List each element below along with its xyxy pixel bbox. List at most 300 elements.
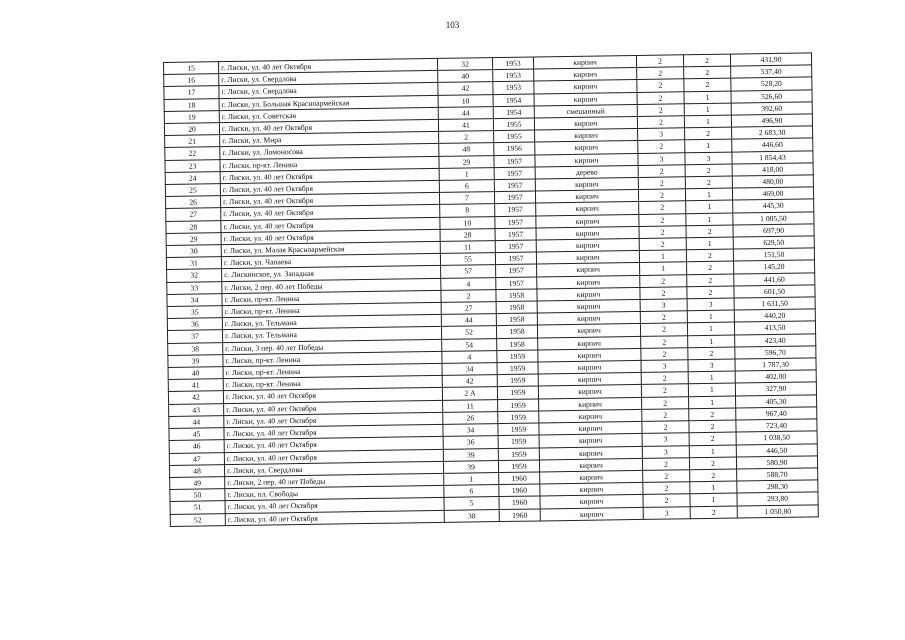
floors-cell: 1 bbox=[640, 262, 687, 275]
area-cell: 145,20 bbox=[734, 260, 815, 273]
floors-cell: 2 bbox=[642, 396, 689, 409]
year-built-cell: 1959 bbox=[498, 447, 539, 460]
entrances-cell: 3 bbox=[688, 359, 735, 372]
entrances-cell: 2 bbox=[688, 347, 735, 360]
house-number-cell: 11 bbox=[440, 241, 495, 254]
house-number-cell: 54 bbox=[442, 338, 497, 351]
floors-cell: 2 bbox=[641, 372, 688, 385]
floors-cell: 3 bbox=[643, 506, 690, 519]
area-cell: 2 683,30 bbox=[732, 126, 813, 139]
area-cell: 1 854,43 bbox=[732, 150, 813, 163]
area-cell: 601,50 bbox=[734, 285, 815, 298]
house-number-cell: 52 bbox=[441, 326, 496, 339]
year-built-cell: 1959 bbox=[497, 386, 538, 399]
row-number-cell: 20 bbox=[164, 123, 219, 136]
year-built-cell: 1955 bbox=[493, 118, 534, 131]
address-cell: г. Лиски, пр-кт. Ленина bbox=[222, 290, 441, 305]
area-cell: 1 050,80 bbox=[737, 504, 818, 517]
entrances-cell: 1 bbox=[686, 213, 733, 226]
year-built-cell: 1955 bbox=[494, 130, 535, 143]
wall-material-cell: дерево bbox=[535, 165, 638, 179]
year-built-cell: 1960 bbox=[499, 496, 540, 509]
year-built-cell: 1958 bbox=[496, 289, 537, 302]
wall-material-cell: смешанный bbox=[534, 104, 637, 118]
wall-material-cell: кирпич bbox=[539, 434, 642, 448]
address-cell: г. Лиски, ул. 40 лет Октября bbox=[224, 412, 443, 427]
row-number-cell: 48 bbox=[169, 464, 224, 477]
address-cell: г. Лиски, пр-кт. Ленина bbox=[223, 376, 442, 391]
housing-registry-table bbox=[163, 52, 819, 526]
address-cell: г. Лиски, ул. Тельмана bbox=[222, 315, 441, 330]
wall-material-cell: кирпич bbox=[539, 397, 642, 411]
row-number-cell: 31 bbox=[166, 257, 221, 270]
house-number-cell: 34 bbox=[443, 424, 498, 437]
wall-material-cell: кирпич bbox=[535, 177, 638, 191]
entrances-cell: 2 bbox=[685, 176, 732, 189]
address-cell: г. Лиски, ул. 40 лет Октября bbox=[219, 119, 438, 134]
house-number-cell: 26 bbox=[443, 411, 498, 424]
entrances-cell: 1 bbox=[684, 115, 731, 128]
row-number-cell: 34 bbox=[167, 294, 222, 307]
entrances-cell: 1 bbox=[690, 493, 737, 506]
house-number-cell: 57 bbox=[441, 265, 496, 278]
area-cell: 596,70 bbox=[735, 346, 816, 359]
area-cell: 293,80 bbox=[737, 492, 818, 505]
entrances-cell: 1 bbox=[686, 237, 733, 250]
entrances-cell: 2 bbox=[684, 78, 731, 91]
area-cell: 446,60 bbox=[732, 138, 813, 151]
house-number-cell: 2 А bbox=[442, 387, 497, 400]
floors-cell: 2 bbox=[643, 482, 690, 495]
year-built-cell: 1959 bbox=[498, 423, 539, 436]
wall-material-cell: кирпич bbox=[537, 263, 640, 277]
house-number-cell: 36 bbox=[443, 436, 498, 449]
area-cell: 327,90 bbox=[735, 382, 816, 395]
row-number-cell: 33 bbox=[167, 281, 222, 294]
wall-material-cell: кирпич bbox=[538, 361, 641, 375]
house-number-cell: 42 bbox=[438, 82, 493, 95]
year-built-cell: 1957 bbox=[494, 155, 535, 168]
area-cell: 537,40 bbox=[731, 65, 812, 78]
floors-cell: 3 bbox=[638, 152, 685, 165]
entrances-cell: 1 bbox=[690, 481, 737, 494]
house-number-cell: 6 bbox=[444, 485, 499, 498]
floors-cell: 2 bbox=[639, 226, 686, 239]
row-number-cell: 41 bbox=[168, 379, 223, 392]
area-cell: 480,00 bbox=[732, 175, 813, 188]
house-number-cell: 32 bbox=[437, 58, 492, 71]
year-built-cell: 1959 bbox=[497, 362, 538, 375]
year-built-cell: 1959 bbox=[498, 399, 539, 412]
row-number-cell: 29 bbox=[166, 233, 221, 246]
row-number-cell: 24 bbox=[165, 171, 220, 184]
row-number-cell: 28 bbox=[166, 220, 221, 233]
page-number: 103 bbox=[445, 20, 460, 30]
area-cell: 496,90 bbox=[731, 114, 812, 127]
wall-material-cell: кирпич bbox=[539, 458, 642, 472]
wall-material-cell: кирпич bbox=[537, 300, 640, 314]
area-cell: 431,90 bbox=[730, 53, 811, 66]
house-number-cell: 11 bbox=[443, 399, 498, 412]
house-number-cell: 6 bbox=[439, 180, 494, 193]
area-cell: 697,90 bbox=[733, 224, 814, 237]
row-number-cell: 50 bbox=[170, 489, 225, 502]
wall-material-cell: кирпич bbox=[539, 422, 642, 436]
house-number-cell: 2 bbox=[439, 131, 494, 144]
entrances-cell: 1 bbox=[684, 91, 731, 104]
area-cell: 440,20 bbox=[734, 309, 815, 322]
area-cell: 967,40 bbox=[736, 407, 817, 420]
wall-material-cell: кирпич bbox=[536, 226, 639, 240]
entrances-cell: 2 bbox=[684, 66, 731, 79]
area-cell: 446,50 bbox=[736, 443, 817, 456]
entrances-cell: 1 bbox=[688, 384, 735, 397]
row-number-cell: 16 bbox=[164, 74, 219, 87]
address-cell: г. Лиски, ул. 40 лет Октября bbox=[225, 498, 444, 513]
floors-cell: 2 bbox=[640, 274, 687, 287]
address-cell: г. Лиски, пр-кт. Ленина bbox=[222, 302, 441, 317]
floors-cell: 2 bbox=[643, 470, 690, 483]
row-number-cell: 39 bbox=[168, 355, 223, 368]
address-cell: г. Лиски, 3 пер. 40 лет Победы bbox=[223, 339, 442, 354]
address-cell: г. Лиски, ул. 40 лет Октября bbox=[219, 58, 438, 73]
area-cell: 526,60 bbox=[731, 89, 812, 102]
wall-material-cell: кирпич bbox=[534, 80, 637, 94]
wall-material-cell: кирпич bbox=[538, 373, 641, 387]
year-built-cell: 1953 bbox=[493, 81, 534, 94]
year-built-cell: 1954 bbox=[493, 94, 534, 107]
year-built-cell: 1957 bbox=[496, 277, 537, 290]
wall-material-cell: кирпич bbox=[537, 287, 640, 301]
year-built-cell: 1957 bbox=[495, 228, 536, 241]
address-cell: г. Лиски, ул. 40 лет Октября bbox=[224, 400, 443, 415]
floors-cell: 2 bbox=[639, 238, 686, 251]
address-cell: г. Лиски, ул. 40 лет Октября bbox=[224, 449, 443, 464]
house-number-cell: 10 bbox=[440, 216, 495, 229]
entrances-cell: 1 bbox=[688, 335, 735, 348]
floors-cell: 2 bbox=[637, 104, 684, 117]
wall-material-cell: кирпич bbox=[535, 129, 638, 143]
wall-material-cell: кирпич bbox=[538, 348, 641, 362]
floors-cell: 2 bbox=[637, 67, 684, 80]
area-cell: 423,40 bbox=[735, 334, 816, 347]
house-number-cell: 7 bbox=[439, 192, 494, 205]
year-built-cell: 1953 bbox=[492, 57, 533, 70]
floors-cell: 2 bbox=[639, 201, 686, 214]
area-cell: 1 005,50 bbox=[733, 212, 814, 225]
year-built-cell: 1957 bbox=[494, 167, 535, 180]
entrances-cell: 2 bbox=[690, 469, 737, 482]
address-cell: г. Лиски, ул. Свердлова bbox=[224, 461, 443, 476]
row-number-cell: 21 bbox=[165, 135, 220, 148]
house-number-cell: 27 bbox=[441, 302, 496, 315]
year-built-cell: 1959 bbox=[497, 374, 538, 387]
house-number-cell: 2 bbox=[441, 289, 496, 302]
wall-material-cell: кирпич bbox=[539, 409, 642, 423]
wall-material-cell: кирпич bbox=[535, 190, 638, 204]
house-number-cell: 41 bbox=[438, 119, 493, 132]
row-number-cell: 45 bbox=[169, 428, 224, 441]
row-number-cell: 17 bbox=[164, 86, 219, 99]
wall-material-cell: кирпич bbox=[534, 92, 637, 106]
row-number-cell: 32 bbox=[167, 269, 222, 282]
area-cell: 413,50 bbox=[734, 321, 815, 334]
house-number-cell: 44 bbox=[438, 106, 493, 119]
row-number-cell: 26 bbox=[165, 196, 220, 209]
entrances-cell: 2 bbox=[689, 432, 736, 445]
year-built-cell: 1957 bbox=[494, 191, 535, 204]
house-number-cell: 48 bbox=[439, 143, 494, 156]
address-cell: с. Лискинское, ул. Западная bbox=[222, 266, 441, 281]
house-number-cell: 8 bbox=[440, 204, 495, 217]
year-built-cell: 1953 bbox=[493, 69, 534, 82]
entrances-cell: 2 bbox=[686, 225, 733, 238]
row-number-cell: 25 bbox=[165, 184, 220, 197]
wall-material-cell: кирпич bbox=[537, 312, 640, 326]
entrances-cell: 2 bbox=[687, 274, 734, 287]
wall-material-cell: кирпич bbox=[536, 202, 639, 216]
entrances-cell: 1 bbox=[689, 396, 736, 409]
address-cell: г. Лиски, ул. Советская bbox=[219, 107, 438, 122]
address-cell: г. Лиски, ул. 40 лет Октября bbox=[220, 180, 439, 195]
address-cell: г. Лиски, ул. Ломоносова bbox=[220, 144, 439, 159]
wall-material-cell: кирпич bbox=[540, 507, 643, 521]
row-number-cell: 22 bbox=[165, 147, 220, 160]
wall-material-cell: кирпич bbox=[535, 141, 638, 155]
address-cell: г. Лиски, 2 пер. 40 лет Победы bbox=[222, 278, 441, 293]
wall-material-cell: кирпич bbox=[536, 239, 639, 253]
floors-cell: 2 bbox=[636, 55, 683, 68]
house-number-cell: 4 bbox=[442, 350, 497, 363]
house-number-cell: 10 bbox=[438, 94, 493, 107]
entrances-cell: 3 bbox=[687, 298, 734, 311]
address-cell: г. Лиски, ул. Чапаева bbox=[221, 254, 440, 269]
floors-cell: 2 bbox=[642, 409, 689, 422]
entrances-cell: 2 bbox=[685, 127, 732, 140]
row-number-cell: 15 bbox=[164, 62, 219, 75]
house-number-cell: 29 bbox=[439, 155, 494, 168]
house-number-cell: 5 bbox=[444, 497, 499, 510]
address-cell: г. Лиски, ул. Большая Красноармейская bbox=[219, 95, 438, 110]
area-cell: 441,60 bbox=[734, 273, 815, 286]
wall-material-cell: кирпич bbox=[540, 483, 643, 497]
wall-material-cell: кирпич bbox=[537, 275, 640, 289]
document-sheet bbox=[163, 52, 819, 526]
year-built-cell: 1960 bbox=[499, 484, 540, 497]
address-cell: г. Лиски, ул. 40 лет Октября bbox=[225, 510, 444, 525]
floors-cell: 2 bbox=[643, 494, 690, 507]
floors-cell: 3 bbox=[642, 433, 689, 446]
entrances-cell: 3 bbox=[685, 152, 732, 165]
row-number-cell: 42 bbox=[168, 391, 223, 404]
house-number-cell: 39 bbox=[443, 460, 498, 473]
area-cell: 469,00 bbox=[732, 187, 813, 200]
year-built-cell: 1958 bbox=[497, 338, 538, 351]
wall-material-cell: кирпич bbox=[539, 446, 642, 460]
year-built-cell: 1958 bbox=[496, 313, 537, 326]
floors-cell: 2 bbox=[638, 165, 685, 178]
row-number-cell: 38 bbox=[168, 342, 223, 355]
address-cell: г. Лиски, ул. 40 лет Октября bbox=[221, 217, 440, 232]
row-number-cell: 19 bbox=[164, 110, 219, 123]
year-built-cell: 1956 bbox=[494, 142, 535, 155]
house-number-cell: 4 bbox=[441, 277, 496, 290]
row-number-cell: 43 bbox=[169, 403, 224, 416]
floors-cell: 2 bbox=[639, 213, 686, 226]
year-built-cell: 1959 bbox=[498, 435, 539, 448]
floors-cell: 3 bbox=[638, 128, 685, 141]
wall-material-cell: кирпич bbox=[540, 495, 643, 509]
floors-cell: 2 bbox=[642, 457, 689, 470]
wall-material-cell: кирпич bbox=[536, 251, 639, 265]
entrances-cell: 1 bbox=[687, 323, 734, 336]
row-number-cell: 46 bbox=[169, 440, 224, 453]
entrances-cell: 2 bbox=[689, 420, 736, 433]
address-cell: г. Лиски, пр-кт. Ленина bbox=[223, 351, 442, 366]
entrances-cell: 1 bbox=[686, 201, 733, 214]
entrances-cell: 2 bbox=[689, 408, 736, 421]
address-cell: г. Лиски, 2 пер. 40 лет Победы bbox=[225, 473, 444, 488]
registry-rows bbox=[164, 53, 819, 526]
house-number-cell: 44 bbox=[441, 314, 496, 327]
row-number-cell: 18 bbox=[164, 98, 219, 111]
entrances-cell: 2 bbox=[685, 164, 732, 177]
wall-material-cell: кирпич bbox=[533, 55, 636, 69]
house-number-cell: 1 bbox=[444, 472, 499, 485]
floors-cell: 2 bbox=[640, 323, 687, 336]
area-cell: 418,00 bbox=[732, 163, 813, 176]
house-number-cell: 42 bbox=[442, 375, 497, 388]
entrances-cell: 2 bbox=[690, 506, 737, 519]
entrances-cell: 2 bbox=[687, 286, 734, 299]
entrances-cell: 2 bbox=[689, 457, 736, 470]
floors-cell: 2 bbox=[637, 116, 684, 129]
row-number-cell: 51 bbox=[170, 501, 225, 514]
area-cell: 402,00 bbox=[735, 370, 816, 383]
area-cell: 528,20 bbox=[731, 77, 812, 90]
year-built-cell: 1957 bbox=[495, 252, 536, 265]
address-cell: г. Лиски, ул. 40 лет Октября bbox=[220, 193, 439, 208]
house-number-cell: 28 bbox=[440, 228, 495, 241]
wall-material-cell: кирпич bbox=[537, 324, 640, 338]
area-cell: 445,30 bbox=[733, 199, 814, 212]
house-number-cell: 1 bbox=[439, 167, 494, 180]
year-built-cell: 1957 bbox=[495, 216, 536, 229]
year-built-cell: 1960 bbox=[499, 472, 540, 485]
house-number-cell: 34 bbox=[442, 363, 497, 376]
year-built-cell: 1959 bbox=[498, 460, 539, 473]
floors-cell: 1 bbox=[639, 250, 686, 263]
floors-cell: 2 bbox=[638, 177, 685, 190]
entrances-cell: 1 bbox=[687, 310, 734, 323]
floors-cell: 2 bbox=[638, 189, 685, 202]
floors-cell: 3 bbox=[641, 360, 688, 373]
entrances-cell: 2 bbox=[687, 262, 734, 275]
row-number-cell: 37 bbox=[167, 330, 222, 343]
year-built-cell: 1957 bbox=[494, 179, 535, 192]
house-number-cell: 55 bbox=[440, 253, 495, 266]
floors-cell: 2 bbox=[641, 384, 688, 397]
address-cell: г. Лиски, ул. Малая Красноармейская bbox=[221, 241, 440, 256]
address-cell: г. Лиски, ул. Мира bbox=[220, 132, 439, 147]
address-cell: г. Лиски, ул. 40 лет Октября bbox=[223, 388, 442, 403]
area-cell: 1 038,50 bbox=[736, 431, 817, 444]
house-number-cell: 40 bbox=[438, 70, 493, 83]
year-built-cell: 1958 bbox=[496, 301, 537, 314]
wall-material-cell: кирпич bbox=[534, 68, 637, 82]
address-cell: г. Лиски, ул. 40 лет Октября bbox=[221, 229, 440, 244]
wall-material-cell: кирпич bbox=[536, 214, 639, 228]
address-cell: г. Лиски, ул. 40 лет Октября bbox=[221, 205, 440, 220]
wall-material-cell: кирпич bbox=[538, 336, 641, 350]
house-number-cell: 39 bbox=[443, 448, 498, 461]
row-number-cell: 44 bbox=[169, 416, 224, 429]
row-number-cell: 30 bbox=[166, 245, 221, 258]
wall-material-cell: кирпич bbox=[538, 385, 641, 399]
entrances-cell: 1 bbox=[688, 371, 735, 384]
row-number-cell: 35 bbox=[167, 306, 222, 319]
address-cell: г. Лиски, ул. 40 лет Октября bbox=[220, 168, 439, 183]
entrances-cell: 1 bbox=[685, 139, 732, 152]
year-built-cell: 1957 bbox=[495, 240, 536, 253]
year-built-cell: 1959 bbox=[497, 350, 538, 363]
address-cell: г. Лиски, ул. Тельмана bbox=[222, 327, 441, 342]
floors-cell: 2 bbox=[641, 335, 688, 348]
floors-cell: 2 bbox=[640, 287, 687, 300]
wall-material-cell: кирпич bbox=[540, 470, 643, 484]
year-built-cell: 1954 bbox=[493, 106, 534, 119]
address-cell: г. Лиски, ул. 40 лет Октября bbox=[224, 437, 443, 452]
area-cell: 588,70 bbox=[737, 468, 818, 481]
area-cell: 405,30 bbox=[736, 395, 817, 408]
floors-cell: 2 bbox=[637, 91, 684, 104]
area-cell: 298,30 bbox=[737, 480, 818, 493]
year-built-cell: 1957 bbox=[496, 264, 537, 277]
entrances-cell: 2 bbox=[686, 249, 733, 262]
wall-material-cell: кирпич bbox=[535, 153, 638, 167]
area-cell: 723,40 bbox=[736, 419, 817, 432]
area-cell: 580,90 bbox=[736, 456, 817, 469]
address-cell: г. Лиски, пр-кт. Ленина bbox=[220, 156, 439, 171]
floors-cell: 2 bbox=[641, 348, 688, 361]
entrances-cell: 2 bbox=[683, 54, 730, 67]
entrances-cell: 1 bbox=[689, 445, 736, 458]
area-cell: 1 631,50 bbox=[734, 297, 815, 310]
area-cell: 392,60 bbox=[731, 102, 812, 115]
row-number-cell: 40 bbox=[168, 367, 223, 380]
wall-material-cell: кирпич bbox=[534, 116, 637, 130]
address-cell: г. Лиски, пр-кт. Ленина bbox=[223, 363, 442, 378]
floors-cell: 3 bbox=[640, 299, 687, 312]
year-built-cell: 1960 bbox=[499, 508, 540, 521]
floors-cell: 2 bbox=[642, 421, 689, 434]
floors-cell: 3 bbox=[642, 445, 689, 458]
floors-cell: 2 bbox=[637, 79, 684, 92]
entrances-cell: 1 bbox=[684, 103, 731, 116]
address-cell: г. Лиски, ул. 40 лет Октября bbox=[224, 424, 443, 439]
row-number-cell: 49 bbox=[170, 477, 225, 490]
year-built-cell: 1957 bbox=[495, 203, 536, 216]
row-number-cell: 27 bbox=[166, 208, 221, 221]
floors-cell: 2 bbox=[638, 140, 685, 153]
year-built-cell: 1959 bbox=[498, 411, 539, 424]
address-cell: г. Лиски, пл. Свободы bbox=[225, 485, 444, 500]
area-cell: 629,50 bbox=[733, 236, 814, 249]
floors-cell: 2 bbox=[640, 311, 687, 324]
entrances-cell: 1 bbox=[685, 188, 732, 201]
row-number-cell: 23 bbox=[165, 159, 220, 172]
row-number-cell: 47 bbox=[169, 452, 224, 465]
